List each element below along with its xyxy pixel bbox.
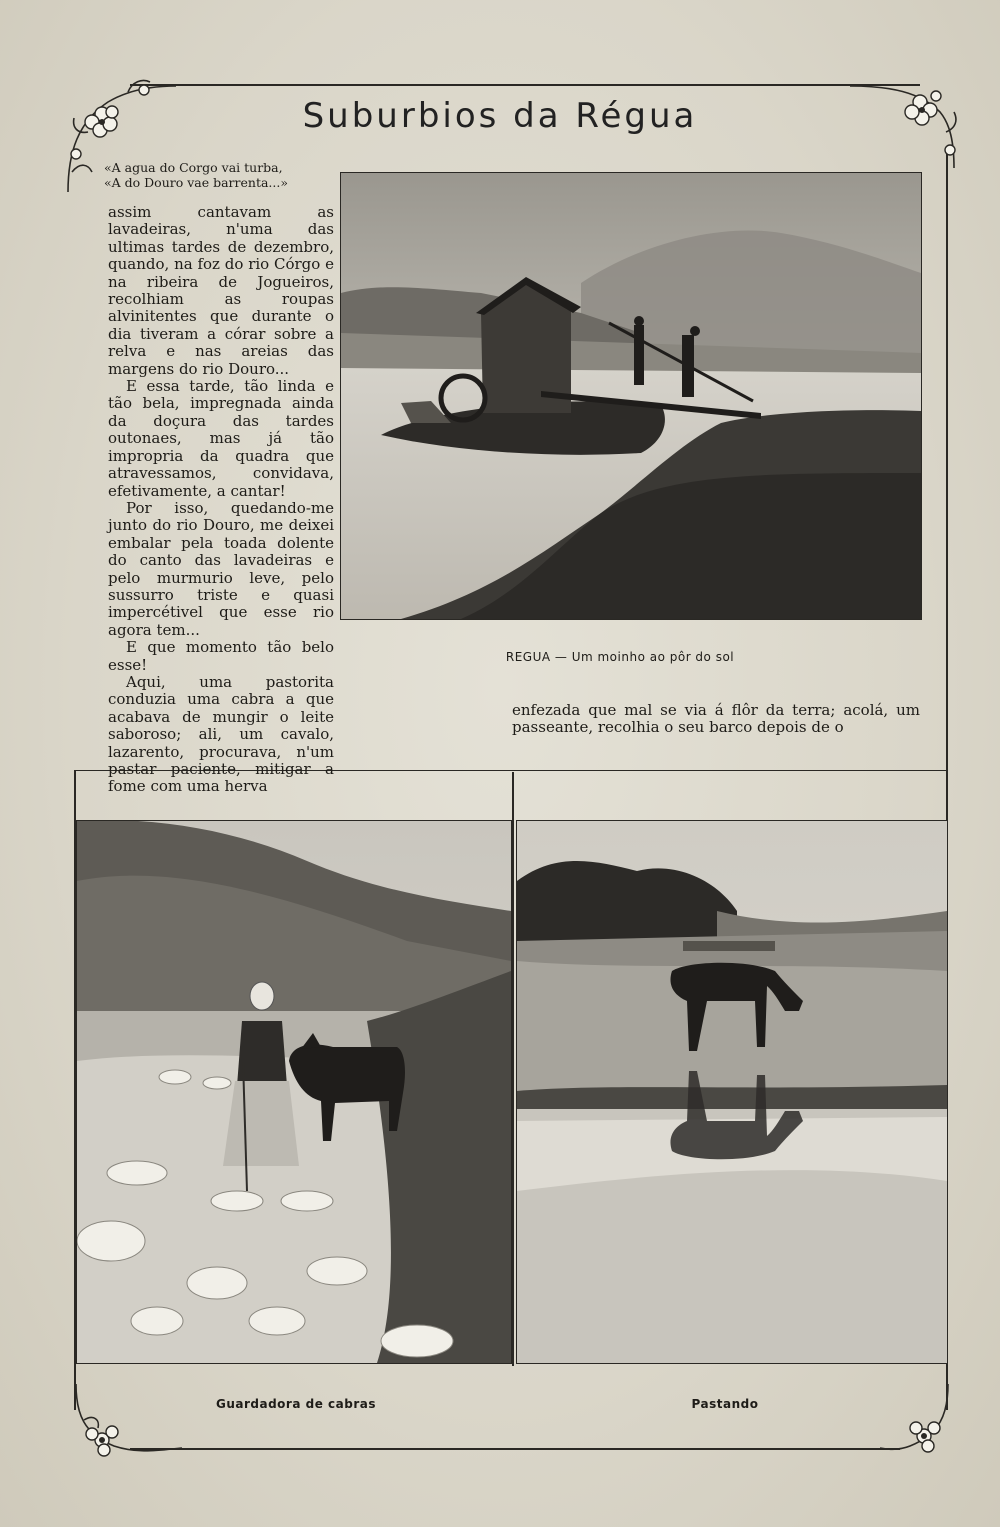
photo-mill-sunset [340, 172, 922, 620]
floral-ornament-top-right-icon [850, 72, 960, 172]
epigraph [104, 160, 334, 190]
epigraph-line: «A do Douro vae barrenta...» [104, 175, 289, 190]
epigraph-line: «A agua do Corgo vai turba, [104, 160, 283, 175]
paragraph: Por isso, quedando-me junto do rio Douro, me deixei embalar pela toada dolente do canto das lavadeiras e pelo murmurio leve, pelo sussurro triste e quasi impercétivel que esse rio agora tem... [108, 498, 334, 639]
photo-grazing-horse [516, 820, 948, 1364]
frame-top-line [130, 84, 920, 86]
floral-ornament-bottom-left-icon [64, 1384, 184, 1464]
photo-caption: REGUA — Um moinho ao pôr do sol [505, 650, 735, 664]
photo-goatherd [76, 820, 512, 1364]
photo-caption: Pastando [691, 1397, 759, 1411]
photo-divider [512, 772, 514, 1366]
article-continuation: enfezada que mal se via á flôr da terra; acolá, um passeante, recolhia o seu barco depois de o [512, 701, 920, 737]
paragraph: assim cantavam as lavadeiras, n'uma das ultimas tardes de dezembro, quando, na foz do rio Córgo e na ribeira de Jogueiros, recolhiam as roupas alvinitentes que durante o dia tiveram a córar sobre a relva e nas areias das margens do rio Douro... [108, 203, 334, 378]
floral-ornament-bottom-right-icon [880, 1384, 960, 1464]
photo-caption: Guardadora de cabras [216, 1397, 376, 1411]
paragraph: E essa tarde, tão linda e tão bela, impregnada ainda da doçura das tardes outonaes, mas já tão impropria da quadra que atravessamos, convidava, efetivamente, a cantar! [108, 377, 334, 500]
article-column-text [108, 204, 334, 796]
article-title: Suburbios da Régua [302, 96, 698, 136]
paragraph: Aqui, uma pastorita conduzia uma cabra a que acabava de mungir o leite saboroso; ali, um cavalo, lazarento, procurava, n'um pastar paciente, mitigar a fome com uma herva [108, 672, 334, 796]
frame-right-line-upper [946, 150, 948, 770]
frame-bottom-line [130, 1448, 900, 1450]
paragraph: E que momento tão belo esse! [108, 638, 334, 674]
